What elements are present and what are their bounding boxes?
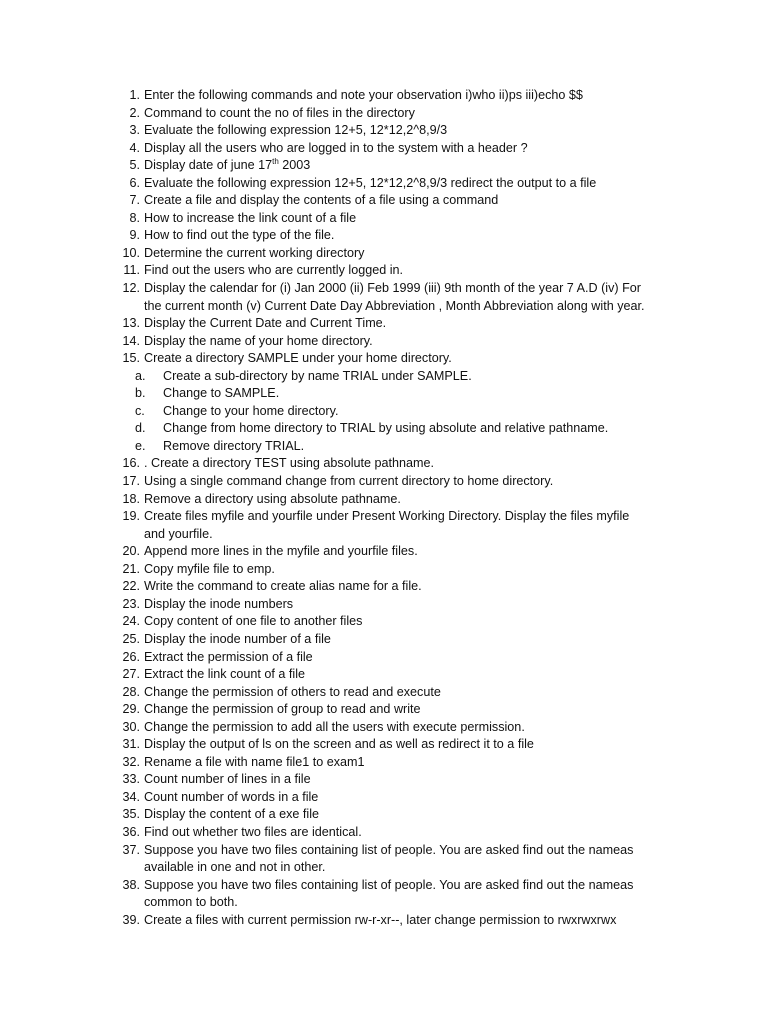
sub-item-text: Create a sub-directory by name TRIAL under SAMPLE.: [163, 368, 472, 383]
question-number: 7 .: [118, 192, 140, 210]
question-text: . Create a directory TEST using absolute pathname.: [144, 456, 435, 471]
question-text-line-2: and yourfile.: [144, 526, 213, 541]
question-number: 16 .: [118, 455, 140, 473]
question-30: [118, 719, 718, 737]
question-6: [118, 175, 718, 193]
question-23: [118, 596, 718, 614]
ordinal-suffix: th: [272, 157, 279, 167]
question-number: 6 .: [118, 175, 140, 193]
sub-item-a: [118, 368, 718, 386]
question-text: How to increase the link count of a file: [144, 210, 357, 225]
question-text-line-2: available in one and not in other.: [144, 860, 326, 875]
question-7: [118, 192, 718, 210]
question-5: [118, 157, 718, 175]
question-number: 4 .: [118, 140, 140, 158]
sub-item-d: [118, 420, 718, 438]
question-number: 26 .: [118, 649, 140, 667]
question-text-line-2: the current month (v) Current Date Day Abbreviation , Month Abbreviation along with year.: [144, 298, 645, 313]
question-12: [118, 280, 718, 315]
sub-item-text: Change to SAMPLE.: [163, 386, 280, 401]
question-text: Find out the users who are currently logged in.: [144, 263, 404, 278]
question-text: Command to count the no of files in the directory: [144, 105, 415, 120]
question-text: How to find out the type of the file.: [144, 228, 335, 243]
question-text: Display the inode number of a file: [144, 631, 331, 646]
question-text: Display the Current Date and Current Time.: [144, 316, 387, 331]
sub-item-letter: a .: [135, 368, 146, 386]
question-18: [118, 491, 718, 509]
question-text: Count number of words in a file: [144, 789, 319, 804]
question-text: Rename a file with name file1 to exam1: [144, 754, 365, 769]
question-number: 28 .: [118, 684, 140, 702]
question-text: Change the permission of others to read and execute: [144, 684, 441, 699]
question-number: 27 .: [118, 666, 140, 684]
question-28: [118, 684, 718, 702]
question-text: Display the name of your home directory.: [144, 333, 373, 348]
question-text-line-1: Display the calendar for (i) Jan 2000 (ii) Feb 1999 (iii) 9th month of the year 7 A.D (iv) For: [144, 281, 641, 296]
question-4: [118, 140, 718, 158]
question-text: Change the permission of group to read and write: [144, 702, 421, 717]
question-1: [118, 87, 718, 105]
question-text: Copy myfile file to emp.: [144, 561, 275, 576]
question-number: 24 .: [118, 613, 140, 631]
sub-item-e: [118, 438, 718, 456]
question-number: 37 .: [118, 842, 140, 860]
question-33: [118, 771, 718, 789]
question-10: [118, 245, 718, 263]
question-text: Copy content of one file to another files: [144, 614, 363, 629]
question-number: 18 .: [118, 491, 140, 509]
question-text: Using a single command change from current directory to home directory.: [144, 474, 554, 489]
question-27: [118, 666, 718, 684]
question-number: 30 .: [118, 719, 140, 737]
question-number: 20 .: [118, 543, 140, 561]
question-15-subitems: [118, 368, 718, 456]
question-number: 17 .: [118, 473, 140, 491]
question-text: Extract the permission of a file: [144, 649, 313, 664]
question-31: [118, 736, 718, 754]
question-36: [118, 824, 718, 842]
question-text-line-1: Suppose you have two files containing list of people. You are asked find out the nameas: [144, 877, 634, 892]
question-number: 34 .: [118, 789, 140, 807]
question-text-line-2: common to both.: [144, 895, 238, 910]
question-number: 21 .: [118, 561, 140, 579]
question-number: 33 .: [118, 771, 140, 789]
question-number: 13 .: [118, 315, 140, 333]
sub-item-letter: e .: [135, 438, 146, 456]
question-3: [118, 122, 718, 140]
question-number: 19 .: [118, 508, 140, 526]
question-text-post: 2003: [278, 158, 311, 173]
question-number: 15 .: [118, 350, 140, 368]
question-15: [118, 350, 718, 368]
question-number: 1 .: [118, 87, 140, 105]
question-text: Change the permission to add all the users with execute permission.: [144, 719, 525, 734]
sub-list: [118, 368, 718, 456]
sub-item-letter: b .: [135, 385, 146, 403]
question-text: Display all the users who are logged in to the system with a header ?: [144, 140, 528, 155]
question-17: [118, 473, 718, 491]
question-9: [118, 227, 718, 245]
question-24: [118, 613, 718, 631]
question-2: [118, 105, 718, 123]
question-number: 25 .: [118, 631, 140, 649]
sub-item-text: Remove directory TRIAL.: [163, 438, 305, 453]
question-29: [118, 701, 718, 719]
question-11: [118, 262, 718, 280]
question-number: 32 .: [118, 754, 140, 772]
question-text: Evaluate the following expression 12+5, 12*12,2^8,9/3: [144, 123, 448, 138]
question-25: [118, 631, 718, 649]
question-text-pre: Display date of june 17: [144, 158, 273, 173]
question-text: Create a file and display the contents of a file using a command: [144, 193, 499, 208]
question-text: Find out whether two files are identical.: [144, 824, 362, 839]
sub-item-text: Change to your home directory.: [163, 403, 339, 418]
question-34: [118, 789, 718, 807]
question-text: Create a files with current permission rw-r-xr--, later change permission to rwxrwxrwx: [144, 912, 617, 927]
question-26: [118, 649, 718, 667]
question-text: Determine the current working directory: [144, 245, 365, 260]
question-number: 38 .: [118, 877, 140, 895]
question-number: 23 .: [118, 596, 140, 614]
question-number: 29 .: [118, 701, 140, 719]
question-text: Display the content of a exe file: [144, 807, 320, 822]
sub-item-letter: c .: [135, 403, 145, 421]
question-number: 9 .: [118, 227, 140, 245]
question-text: Write the command to create alias name for a file.: [144, 579, 422, 594]
question-number: 8 .: [118, 210, 140, 228]
question-13: [118, 315, 718, 333]
question-text: [144, 158, 310, 172]
sub-item-letter: d .: [135, 420, 146, 438]
question-number: 12 .: [118, 280, 140, 298]
question-21: [118, 561, 718, 579]
question-number: 5 .: [118, 157, 140, 175]
question-32: [118, 754, 718, 772]
question-list: [118, 87, 718, 929]
question-text: Evaluate the following expression 12+5, 12*12,2^8,9/3 redirect the output to a file: [144, 175, 597, 190]
sub-item-b: [118, 385, 718, 403]
question-number: 10 .: [118, 245, 140, 263]
question-text: Remove a directory using absolute pathname.: [144, 491, 401, 506]
question-19: [118, 508, 718, 543]
sub-item-c: [118, 403, 718, 421]
question-22: [118, 578, 718, 596]
question-text: Extract the link count of a file: [144, 667, 306, 682]
question-number: 3 .: [118, 122, 140, 140]
question-8: [118, 210, 718, 228]
question-number: 31 .: [118, 736, 140, 754]
question-text: Display the inode numbers: [144, 596, 294, 611]
question-text: Display the output of ls on the screen and as well as redirect it to a file: [144, 737, 534, 752]
question-number: 14 .: [118, 333, 140, 351]
question-text: Enter the following commands and note your observation i)who ii)ps iii)echo $$: [144, 88, 583, 102]
question-number: 35 .: [118, 806, 140, 824]
question-14: [118, 333, 718, 351]
question-number: 2 .: [118, 105, 140, 123]
question-20: [118, 543, 718, 561]
question-39: [118, 912, 718, 930]
question-text-line-1: Suppose you have two files containing list of people. You are asked find out the nameas: [144, 842, 634, 857]
question-16: [118, 455, 718, 473]
question-38: [118, 877, 718, 912]
question-text: Count number of lines in a file: [144, 772, 311, 787]
question-number: 36 .: [118, 824, 140, 842]
question-text: Create a directory SAMPLE under your home directory.: [144, 351, 452, 366]
question-number: 39 .: [118, 912, 140, 930]
question-text-line-1: Create files myfile and yourfile under Present Working Directory. Display the files myfile: [144, 509, 630, 524]
question-number: 11 .: [118, 262, 140, 280]
question-35: [118, 806, 718, 824]
question-37: [118, 842, 718, 877]
sub-item-text: Change from home directory to TRIAL by using absolute and relative pathname.: [163, 421, 609, 436]
question-text: Append more lines in the myfile and yourfile files.: [144, 544, 418, 559]
question-number: 22 .: [118, 578, 140, 596]
